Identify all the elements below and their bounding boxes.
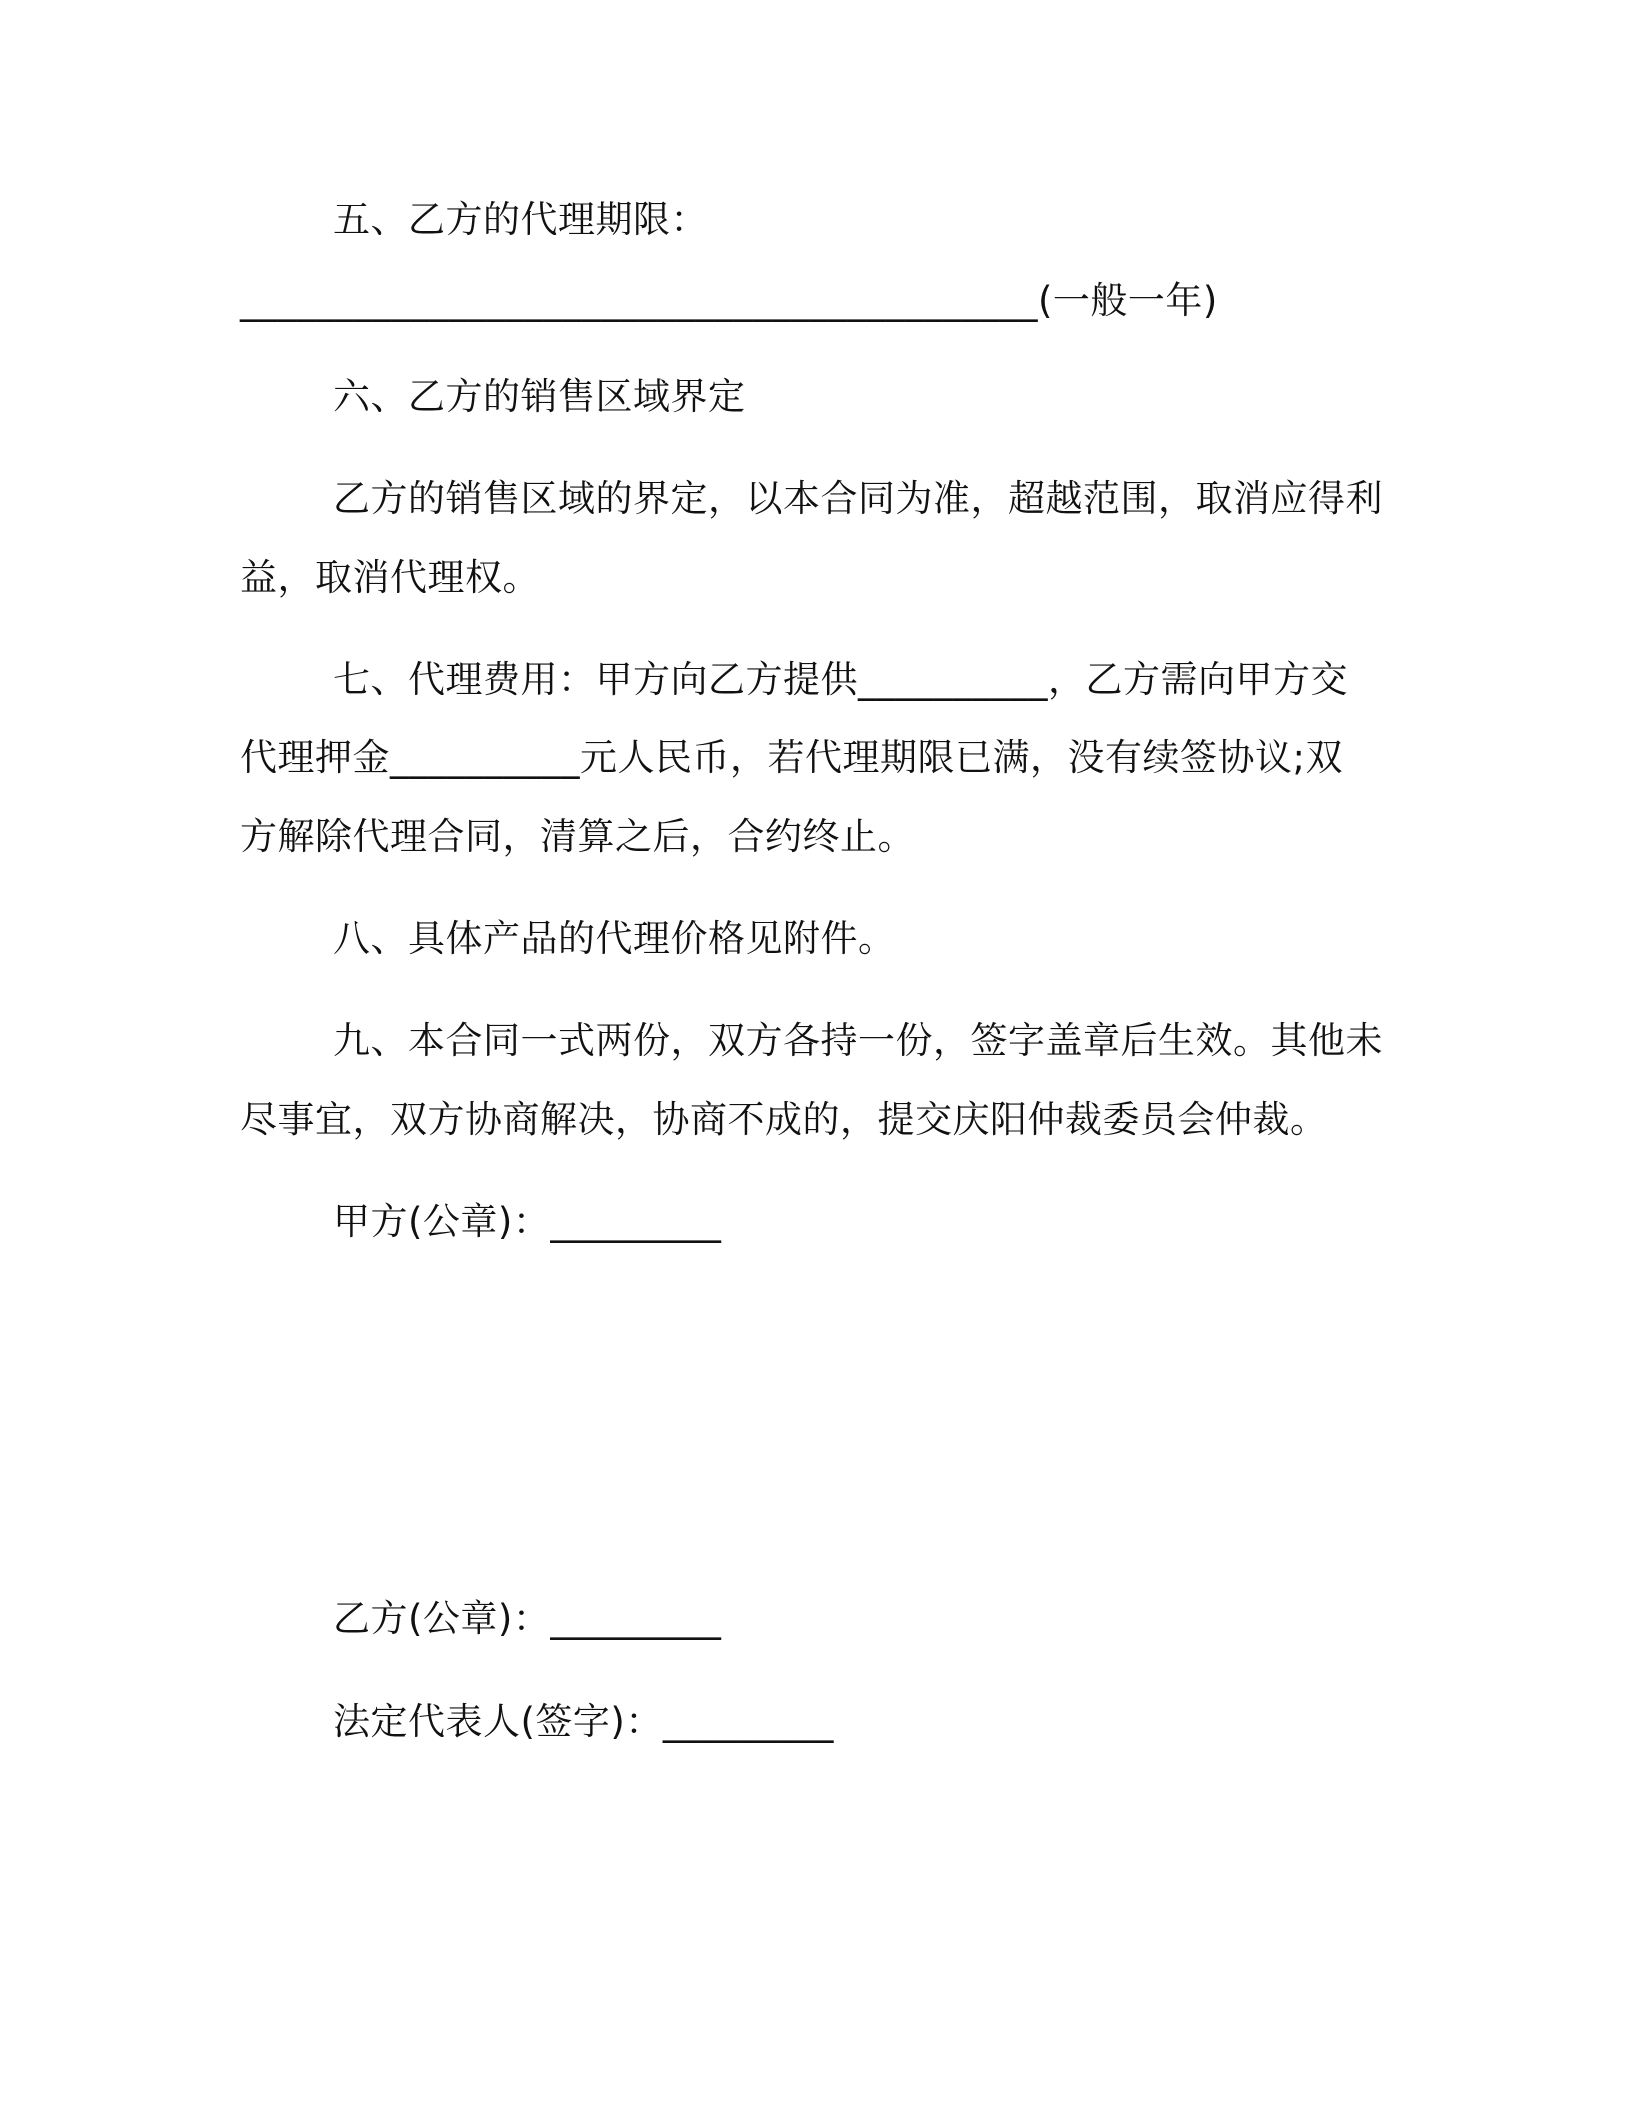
section5-heading: 五、乙方的代理期限： [333, 198, 708, 241]
section6-body-line2: 益，取消代理权。 [240, 556, 540, 599]
section7-line2: 代理押金__________元人民币，若代理期限已满，没有续签协议;双 [240, 736, 1343, 779]
section6-heading: 六、乙方的销售区域界定 [333, 375, 746, 418]
section8-line1: 八、具体产品的代理价格见附件。 [333, 917, 896, 960]
section9-line1: 九、本合同一式两份，双方各持一份，签字盖章后生效。其他未 [333, 1019, 1383, 1062]
section9-line2: 尽事宜，双方协商解决，协商不成的，提交庆阳仲裁委员会仲裁。 [240, 1098, 1328, 1141]
section7-line3: 方解除代理合同，清算之后，合约终止。 [240, 815, 915, 858]
legal-representative-signature: 法定代表人(签字)：_________ [333, 1700, 834, 1743]
section7-line1: 七、代理费用：甲方向乙方提供__________，乙方需向甲方交 [333, 658, 1348, 701]
section5-term-line: __________________________________________(一般一年) [240, 279, 1218, 322]
section6-body-line1: 乙方的销售区域的界定，以本合同为准，超越范围，取消应得利 [333, 477, 1383, 520]
party-a-seal: 甲方(公章)：_________ [333, 1200, 722, 1243]
party-b-seal: 乙方(公章)：_________ [333, 1597, 722, 1640]
